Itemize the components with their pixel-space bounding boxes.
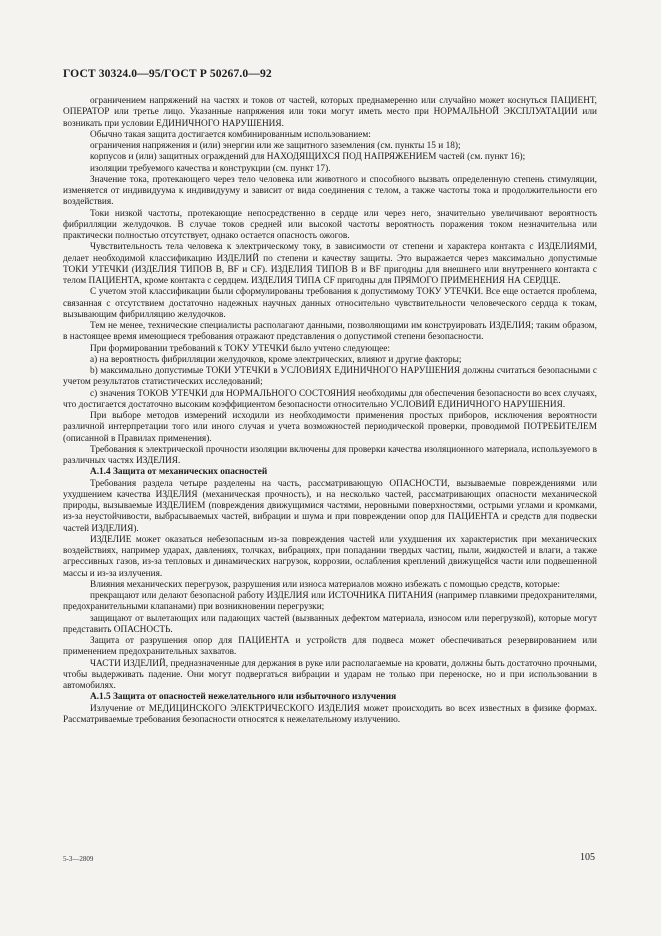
paragraph: Требования к электрической прочности изоляции включены для проверки качества изоляционного материала, используемого в различных частях ИЗДЕЛИЯ. bbox=[63, 444, 597, 466]
paragraph: При выборе методов измерений исходили из необходимости применения простых приборов, исключения вероятности различной интерпретации того или иного случая и учета возможностей периодической проверки, проводимой ПОТРЕБИТЕЛЕМ (описанной в Правилах применения). bbox=[63, 411, 597, 444]
section-heading: А.1.5 Защита от опасностей нежелательного или избыточного излучения bbox=[90, 692, 397, 703]
paragraph: корпусов и (или) защитных ограждений для НАХОДЯЩИХСЯ ПОД НАПРЯЖЕНИЕМ частей (см. пункт 16); bbox=[90, 152, 526, 163]
paragraph: изоляции требуемого качества и конструкции (см. пункт 17). bbox=[90, 163, 331, 174]
print-code: 5-3—2809 bbox=[63, 855, 94, 863]
paragraph: Тем не менее, технические специалисты располагают данными, позволяющими им конструировать ИЗДЕЛИЯ; таким образом, в настоящее время имеющиеся требования отражают представления о допустимой степени безопасности. bbox=[63, 321, 597, 343]
paragraph: ЧАСТИ ИЗДЕЛИЙ, предназначенные для держания в руке или располагаемые на кровати, должны быть достаточно прочными, чтобы выдерживать падение. Они могут подвергаться вибрации и ударам не только при переноске, но и при использовании в автомобилях. bbox=[63, 658, 597, 691]
paragraph: ограничения напряжения и (или) энергии или же защитного заземления (см. пункты 15 и 18); bbox=[90, 141, 461, 151]
paragraph: Излучение от МЕДИЦИНСКОГО ЭЛЕКТРИЧЕСКОГО ИЗДЕЛИЯ может происходить во всех известных в физике формах. Рассматриваемые требования безопасности относятся к нежелательному излучению. bbox=[63, 703, 597, 725]
paragraph: с) значения ТОКОВ УТЕЧКИ для НОРМАЛЬНОГО СОСТОЯНИЯ необходимы для обеспечения безопасности во всех случаях, что достигается достаточно высоким коэффициентом безопасности относительно УСЛОВИЙ ЕДИНИЧНОГО НАРУШЕНИЯ. bbox=[63, 388, 597, 410]
paragraph: Обычно такая защита достигается комбинированным использованием: bbox=[90, 129, 371, 140]
paragraph: прекращают или делают безопасной работу ИЗДЕЛИЯ или ИСТОЧНИКА ПИТАНИЯ (например плавкими предохранителями, предохранительными клапанами) при возникновении перегрузки; bbox=[63, 591, 597, 613]
paragraph: а) на вероятность фибрилляции желудочков, кроме электрических, влияют и другие факторы; bbox=[90, 354, 462, 365]
paragraph: ИЗДЕЛИЕ может оказаться небезопасным из-за повреждения частей или ухудшения их характеристик при механических воздействиях, например ударах, давлениях, толчках, вибрациях, при попадании твердых частиц, пыли, жидкостей и влаги, а также агрессивных газов, из-за тепловых и динамических нагрузок, коррозии, ослабления креплений движущейся части или подвешенной массы и из-за излучения. bbox=[63, 534, 597, 579]
section-heading: А.1.4 Защита от механических опасностей bbox=[90, 467, 268, 478]
paragraph: При формировании требований к ТОКУ УТЕЧКИ было учтено следующее: bbox=[90, 343, 391, 354]
paragraph: Значение тока, протекающего через тело человека или животного и способного вызвать определенную степень стимуляции, изменяется от индивидуума к индивидууму и зависит от вида соединения с телом, а также частоты тока и продолжительности его воздействия. bbox=[63, 174, 597, 208]
body-text bbox=[63, 96, 597, 726]
paragraph: Токи низкой частоты, протекающие непосредственно в сердце или через него, значительно увеличивают вероятность фибрилляции желудочков. В случае токов средней или высокой частоты вероятность поражения током незначительна или практически полностью отсутствует, однако остается опасность ожогов. bbox=[63, 208, 597, 241]
paragraph: защищают от вылетающих или падающих частей (вызванных дефектом материала, износом или перегрузкой), которые могут представить ОПАСНОСТЬ. bbox=[63, 613, 597, 635]
page-header-title: ГОСТ 30324.0—95/ГОСТ Р 50267.0—92 bbox=[63, 67, 272, 80]
paragraph: b) максимально допустимые ТОКИ УТЕЧКИ в УСЛОВИЯХ ЕДИНИЧНОГО НАРУШЕНИЯ должны считаться безопасными с учетом результатов статистических исследований; bbox=[63, 366, 597, 388]
paragraph: Влияния механических перегрузок, разрушения или износа материалов можно избежать с помощью средств, которые: bbox=[90, 579, 560, 590]
paragraph: С учетом этой классификации были сформулированы требования к допустимому ТОКУ УТЕЧКИ. Все еще остается проблема, связанная с отсутствием достаточно надежных научных данных относительно чувствительности человеческого сердца к токам, вызывающим фибрилляцию желудочков. bbox=[63, 287, 597, 320]
paragraph: Защита от разрушения опор для ПАЦИЕНТА и устройств для подвеса может обеспечиваться резервированием или применением предохранительных захватов. bbox=[63, 636, 597, 658]
paragraph: Требования раздела четыре разделены на часть, рассматривающую ОПАСНОСТИ, вызываемые повреждениями или ухудшением качества ИЗДЕЛИЯ (механическая прочность), и на несколько частей, рассматривающих опасности механической природы, вызываемые ИЗДЕЛИЕМ (повреждения движущимися частями, неровными поверхностями, острыми углами и кромками, из-за неустойчивости, выбрасываемых частей, вибрации и шума и при повреждении опор для ПАЦИЕНТА и средств для подвески частей ИЗДЕЛИЯ). bbox=[63, 478, 597, 534]
page-number: 105 bbox=[580, 852, 595, 863]
paragraph: Чувствительность тела человека к электрическому току, в зависимости от степени и характера контакта с ИЗДЕЛИЯМИ, делает необходимой классификацию ИЗДЕЛИЙ по степени и качеству защиты. Это выражается через максимально допустимые ТОКИ УТЕЧКИ (ИЗДЕЛИЯ ТИПОВ В, BF и CF). ИЗДЕЛИЯ ТИПОВ В и BF пригодны для внешнего или внутреннего контакта с телом ПАЦИЕНТА, кроме контакта с сердцем. ИЗДЕЛИЯ ТИПА CF пригодны для ПРЯМОГО ПРИМЕНЕНИЯ НА СЕРДЦЕ. bbox=[63, 242, 597, 286]
paragraph: ограничением напряжений на частях и токов от частей, которых преднамеренно или случайно может коснуться ПАЦИЕНТ, ОПЕРАТОР или третье лицо. Указанные напряжения или токи могут иметь место при НОРМАЛЬНОЙ ЭКСПЛУАТАЦИИ или возникать при условии ЕДИНИЧНОГО НАРУШЕНИЯ. bbox=[63, 96, 597, 129]
